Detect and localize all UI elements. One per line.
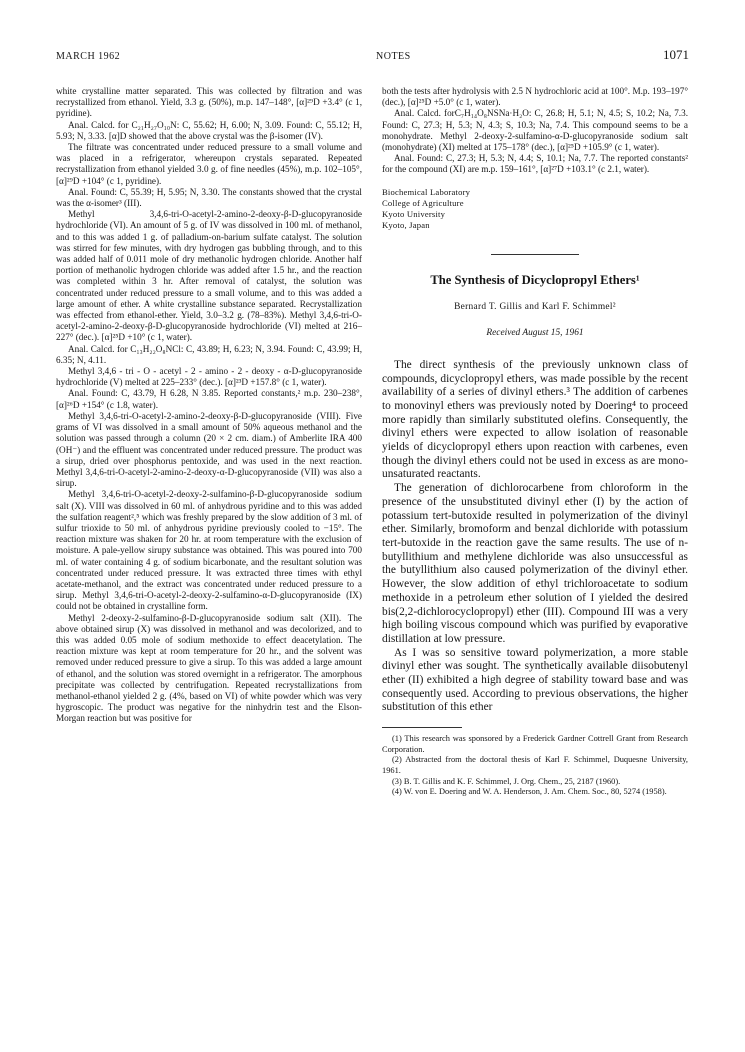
footnote: (1) This research was sponsored by a Frederick Gardner Cottrell Grant from Research Corporation. <box>382 734 688 754</box>
footnote: (2) Abstracted from the doctoral thesis of Karl F. Schimmel, Duquesne University, 1961. <box>382 755 688 775</box>
paragraph: Anal. Found: C, 27.3; H, 5.3; N, 4.4; S, 10.1; Na, 7.7. The reported constants² for the compound (XI) are m.p. 159–161°, [α]²⁷D +103.1° (c 2.1, water). <box>382 153 688 175</box>
left-column <box>56 86 362 725</box>
address-line: College of Agriculture <box>382 197 464 208</box>
footnote: (3) B. T. Gillis and K. F. Schimmel, J. Org. Chem., 25, 2187 (1960). <box>392 776 621 786</box>
paragraph: Methyl 2-deoxy-2-sulfamino-β-D-glucopyranoside sodium salt (XII). The above obtained sirup (X) was dissolved in methanol and was decolorized, and to this was added 0.05 mole of sodium methoxide to effect deacetylation. The reaction mixture was kept at room temperature for 20 hr., and the solvent was removed under reduced pressure to give a sirup. To this was added a large amount of ethanol, and the solution was stored overnight in a refrigerator. The amorphous precipitate was collected by centrifugation. Repeated recrystallizations from methanol-ethanol yielded 2 g. (4%, based on VI) of white powder which was very hygroscopic. The product was negative for the ninhydrin test and the Elson-Morgan reaction but was positive for <box>56 612 362 724</box>
paragraph: Methyl 3,4,6-tri-O-acetyl-2-deoxy-2-sulfamino-β-D-glucopyranoside sodium salt (X). VIII was dissolved in 60 ml. of anhydrous pyridine and to this was added the sulfation reagent²,⁵ which was freshly prepared by the slow addition of 3 ml. of sulfur trioxide to 50 ml. of anhydrous pyridine previously cooled to −15°. The reaction mixture was shaken for 20 hr. at room temperature with the exclusion of moisture. A pale-yellow sirupy substance was obtained. This was poured into 700 ml. of water containing 4 g. of sodium bicarbonate, and the resultant solution was concentrated under reduced pressure. It was extracted three times with ethyl acetate-methanol, and the extract was concentrated under reduced pressure to a sirup. Methyl 3,4,6-tri-O-acetyl-2-deoxy-2-sulfamino-α-D-glucopyranoside (IX) could not be obtained in crystalline form. <box>56 489 362 612</box>
footnote-divider <box>382 727 462 728</box>
paragraph: both the tests after hydrolysis with 2.5 N hydrochloric acid at 100°. M.p. 193–197° (dec.), [α]²⁵D +5.0° (c 1, water). <box>382 86 688 108</box>
paragraph: As I was so sensitive toward polymerization, a more stable divinyl ether was sought. The synthetically available diisobutenyl ether (II) exhibited a high degree of stability toward base and was consequently used. According to previous observations, the higher substitution of this ether <box>382 646 688 714</box>
paragraph: Anal. Found: C, 55.39; H, 5.95; N, 3.30. The constants showed that the crystal was the α-isomer³ (III). <box>56 186 362 209</box>
paragraph: Anal. Calcd. for C₂₁H₂₇O₁₀N: C, 55.62; H, 6.00; N, 3.09. Found: C, 55.12; H, 5.93; N, 3.33. [α]D showed that the above crystal was the β-isomer (IV). <box>56 119 362 141</box>
article-authors: Bernard T. Gillis and Karl F. Schimmel² <box>454 302 616 313</box>
received-date: Received August 15, 1961 <box>486 327 584 338</box>
page-number: 1071 <box>663 47 689 62</box>
footnote: (4) W. von E. Doering and W. A. Henderson, J. Am. Chem. Soc., 80, 5274 (1958). <box>392 787 667 797</box>
paragraph: The generation of dichlorocarbene from chloroform in the presence of the unsubstituted divinyl ether (I) by the action of potassium tert-butoxide resulted in polymerization of the divinyl ether. Similarly, bromoform and benzal dichloride with potassium tert-butoxide in the reaction gave the same results. The use of n-butyllithium and methylene dichloride was also unsuccessful as the butyllithium also caused polymerization of the divinyl ether. However, the slow addition of ethyl trichloroacetate to sodium methoxide in a petroleum ether solution of I yielded the desired bis(2,2-dichlorocyclopropyl) ether (III). Compound III was a very high boiling viscous compound which was purified by evaporative distillation at low pressure. <box>382 482 688 645</box>
right-column <box>382 86 688 798</box>
running-header-section: NOTES <box>376 51 411 62</box>
paragraph: Methyl 3,4,6-tri-O-acetyl-2-amino-2-deoxy-β-D-glucopyranoside hydrochloride (VI). An amount of 5 g. of IV was dissolved in 100 ml. of methanol, and to this was added 1 g. of palladium-on-barium sulfate catalyst. The solution was stirred for few minutes, with dry hydrogen gas bubbling through, and to this was added half of 0.011 mole of dry methanolic hydrogen chloride. Another half portion of methanolic hydrogen chloride was added after 1.5 hr., and the reaction was completed within 3 hr. After removal of catalyst, the solution was concentrated under reduced pressure to a small volume, and to this was added a large amount of ether. A white crystalline substance separated. Recrystallization was effected from ethanol-ether. Yield, 3.0–3.2 g. (78–83%). Methyl 3,4,6-tri-O-acetyl-2-amino-2-deoxy-β-D-glucopyranoside hydrochloride (VI) melted at 216–227° (dec.). [α]²⁵D +10° (c 1, water). <box>56 209 362 343</box>
author-address <box>382 187 688 232</box>
paragraph: The filtrate was concentrated under reduced pressure to a small volume and was placed in a refrigerator, whereupon crystals separated. Repeated recrystallization from ethanol yielded 3.0 g. of fine needles (45%), m.p. 102–105°, [α]²⁹D +104° (c 1, pyridine). <box>56 142 362 186</box>
address-line: Biochemical Laboratory <box>382 186 471 197</box>
paragraph: Methyl 3,4,6 - tri - O - acetyl - 2 - amino - 2 - deoxy - α-D-glucopyranoside hydrochloride (V) melted at 225–233° (dec.). [α]²³D +157.8° (c 1, water). <box>56 366 362 388</box>
paragraph: white crystalline matter separated. This was collected by filtration and was recrystallized from ethanol. Yield, 3.3 g. (50%), m.p. 147–148°, [α]²⁹D +3.4° (c 1, pyridine). <box>56 86 362 119</box>
address-line: Kyoto University <box>382 209 446 220</box>
paragraph: Anal. Calcd. forC₇H₁₄O₈NSNa·H₂O: C, 26.8; H, 5.1; N, 4.5; S, 10.2; Na, 7.3. Found: C, 27.3; H, 5.3; N, 4.3; S, 10.3; Na, 7.4. This compound seems to be a monohydrate. Methyl 2-deoxy-2-sulfamino-α-D-glucopyranoside sodium salt (monohydrate) (XI) melted at 175–178° (dec.), [α]²⁵D +105.9° (c 1, water). <box>382 108 688 153</box>
paragraph: Methyl 3,4,6-tri-O-acetyl-2-amino-2-deoxy-β-D-glucopyranoside (VIII). Five grams of VI was dissolved in a small amount of 50% aqueous methanol and the solution was passed through a column (20 × 2 cm. diam.) of Amberlite IRA 400 (OH⁻) and the effluent was concentrated under reduced pressure. The product was a sirup, dried over phosphorus pentoxide, and was used in the next reaction. Methyl 3,4,6-tri-O-acetyl-2-amino-2-deoxy-α-D-glucopyranoside (VII) was also a sirup. <box>56 410 362 489</box>
paragraph: Anal. Found: C, 43.79, H 6.28, N 3.85. Reported constants,² m.p. 230–238°, [α]²⁶D +154° (c 1.8, water). <box>56 388 362 410</box>
paragraph: The direct synthesis of the previously unknown class of compounds, dicyclopropyl ethers, was made possible by the recent availability of a series of divinyl ethers.³ The addition of carbenes to monovinyl ethers was previously noted by Doering⁴ to proceed more rapidly than similarly substituted olefins. Consequently, the divinyl ethers were expected to allow isolation of reasonable yields of dicyclopropyl ethers upon reaction with carbenes, even though the divinyl ethers could not be used in excess as are mono-unsaturated reactants. <box>382 358 688 481</box>
footnotes <box>382 734 688 798</box>
section-divider <box>491 254 579 255</box>
running-header-date: MARCH 1962 <box>56 51 121 62</box>
address-line: Kyoto, Japan <box>382 220 430 231</box>
paragraph: Anal. Calcd. for C₁₃H₂₂O₈NCl: C, 43.89; H, 6.23; N, 3.94. Found: C, 43.99; H, 6.35; N, 4.11. <box>56 343 362 365</box>
article-title: The Synthesis of Dicyclopropyl Ethers¹ <box>430 273 640 288</box>
article-body <box>382 359 688 715</box>
